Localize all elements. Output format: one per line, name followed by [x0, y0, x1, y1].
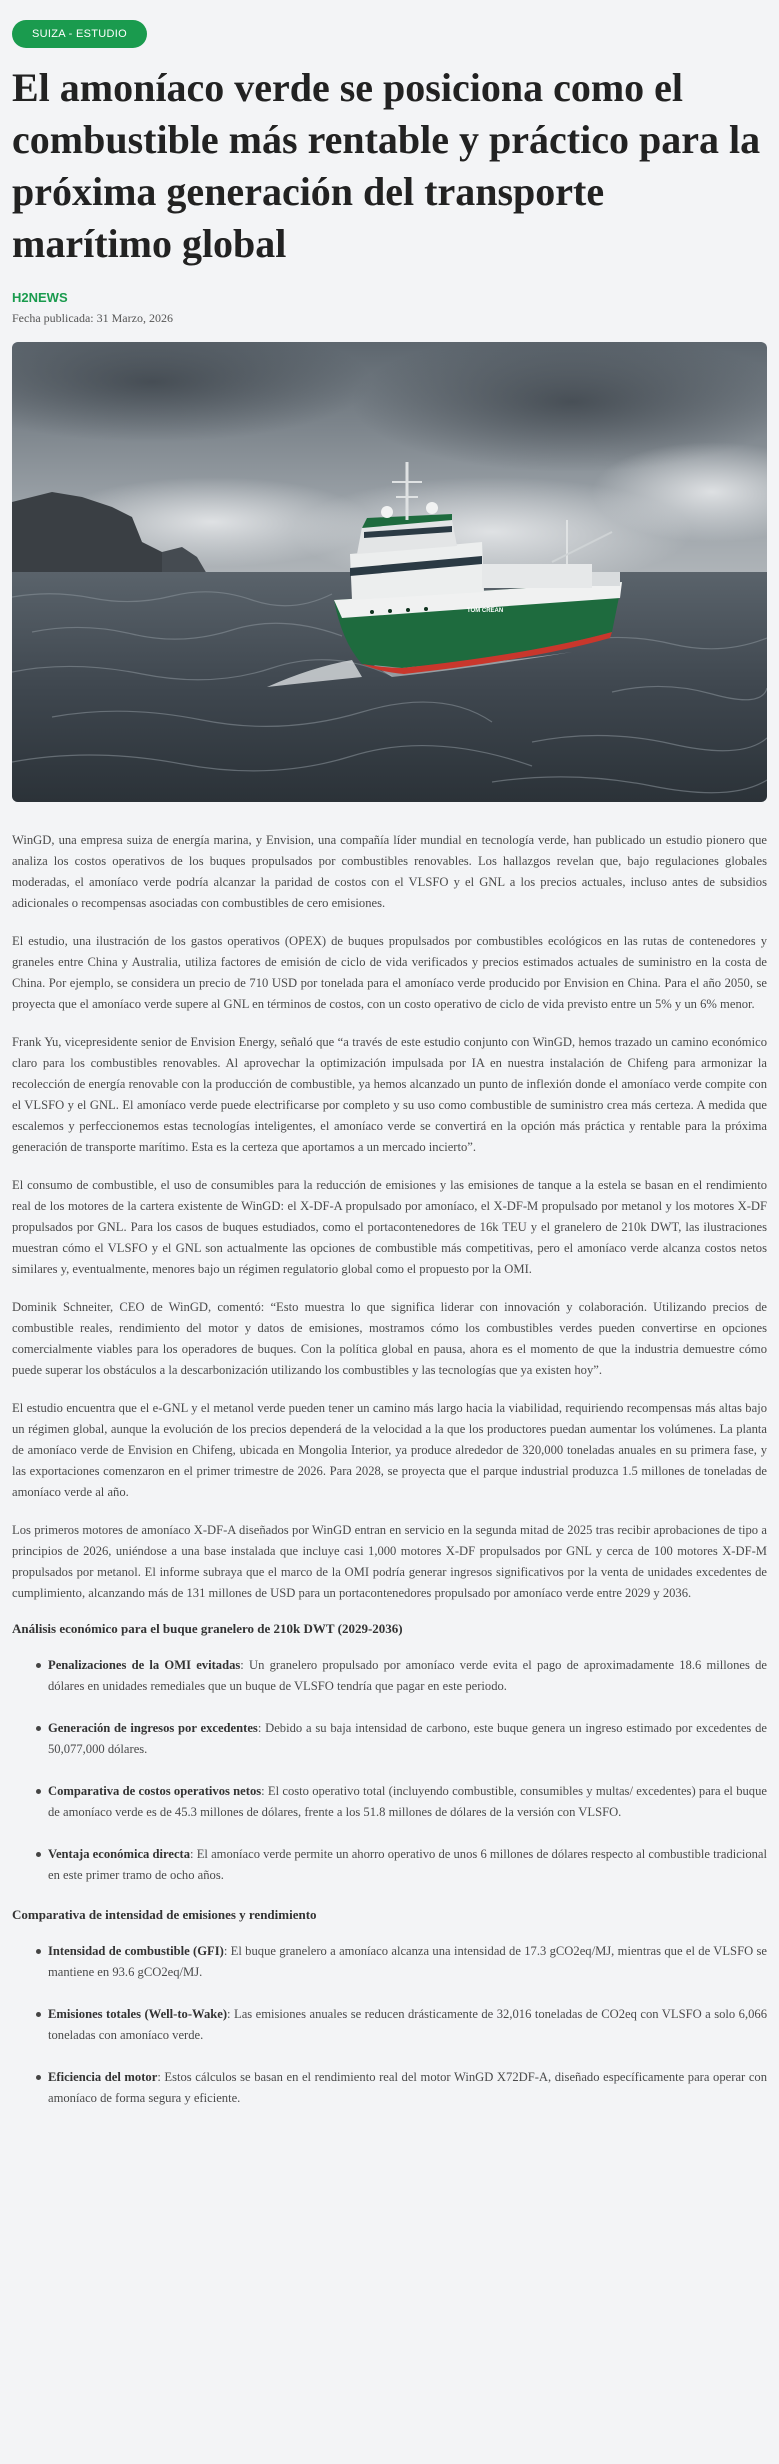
article-body: [12, 830, 767, 2109]
list-item: [36, 1655, 767, 1697]
list-item-text: : Debido a su baja intensidad de carbono, este buque genera un ingreso estimado por excedentes de 50,077,000 dólares.: [48, 1721, 767, 1756]
ship-name-label: TOM CREAN: [467, 608, 504, 614]
paragraph: El consumo de combustible, el uso de consumibles para la reducción de emisiones y las emisiones de tanque a la estela se basan en el rendimiento real de los motores de la cartera existente de WinGD: el X-DF-A propulsado por amoníaco, el X-DF-M propulsado por metanol y los motores X-DF propulsados por GNL. Para los casos de buques estudiados, como el portacontenedores de 16k TEU y el granelero de 210k DWT, las ilustraciones muestran cómo el VLSFO y el GNL son actualmente las opciones de combustible más competitivas, pero el amoníaco verde alcanza costos netos similares y, eventualmente, menores bajo un régimen regulatorio global como el propuesto por la OMI.: [12, 1178, 767, 1276]
list-item-term: Penalizaciones de la OMI evitadas: [48, 1658, 241, 1672]
list-item: [36, 1781, 767, 1823]
paragraph: WinGD, una empresa suiza de energía marina, y Envision, una compañía líder mundial en tecnología verde, han publicado un estudio pionero que analiza los costos operativos de los buques propulsados por combustibles renovables. Los hallazgos revelan que, bajo regulaciones globales moderadas, el amoníaco verde podría alcanzar la paridad de costos con el VLSFO y el GNL a los precios actuales, incluso antes de subsidios adicionales o recompensas asociadas con combustibles de cero emisiones.: [12, 833, 767, 910]
ship-illustration: [12, 342, 767, 802]
list-item-term: Generación de ingresos por excedentes: [48, 1721, 258, 1735]
paragraph: Los primeros motores de amoníaco X-DF-A diseñados por WinGD entran en servicio en la segunda mitad de 2025 tras recibir aprobaciones de tipo a principios de 2026, uniéndose a una base instalada que incluye casi 1,000 motores X-DF propulsados por GNL y cerca de 100 motores X-DF-M propulsados por metanol. El informe subraya que el marco de la OMI podría generar ingresos significativos por la venta de unidades excedentes de cumplimiento, alcanzando más de 131 millones de USD para un portacontenedores propulsado por amoníaco verde entre 2029 y 2036.: [12, 1523, 767, 1600]
list-item-term: Ventaja económica directa: [48, 1847, 191, 1861]
list-item-text: : El buque granelero a amoníaco alcanza una intensidad de 17.3 gCO2eq/MJ, mientras que el de VLSFO se mantiene en 93.6 gCO2eq/MJ.: [48, 1944, 767, 1979]
list-item-text: : Estos cálculos se basan en el rendimiento real del motor WinGD X72DF-A, diseñado específicamente para operar con amoníaco de forma segura y eficiente.: [48, 2070, 767, 2105]
list-item-text: : Las emisiones anuales se reducen drásticamente de 32,016 toneladas de CO2eq con VLSFO a solo 6,066 toneladas con amoníaco verde.: [48, 2007, 767, 2042]
category-tag[interactable]: SUIZA - ESTUDIO: [12, 20, 147, 48]
list-item: [36, 1718, 767, 1760]
list-item: [36, 1844, 767, 1886]
list-item-text: : El amoníaco verde permite un ahorro operativo de unos 6 millones de dólares respecto al combustible tradicional en este primer tramo de ocho años.: [48, 1847, 768, 1882]
paragraph: El estudio, una ilustración de los gastos operativos (OPEX) de buques propulsados por combustibles ecológicos en las rutas de contenedores y graneles entre China y Australia, utiliza factores de emisión de ciclo de vida verificados y precios estimados actuales de suministro en la costa de China. Por ejemplo, se considera un precio de 710 USD por tonelada para el amoníaco verde producido por Envision en China. Para el año 2050, se proyecta que el amoníaco verde supere al GNL en términos de costos, con un costo operativo de ciclo de vida previsto entre un 5% y un 6% menor.: [12, 934, 767, 1011]
list-item-term: Eficiencia del motor: [48, 2070, 158, 2084]
list-item-term: Comparativa de costos operativos netos: [48, 1784, 262, 1798]
list-item: [36, 2067, 767, 2109]
list-item-text: : Un granelero propulsado por amoníaco verde evita el pago de aproximadamente 18.6 millones de dólares en unidades remediales que un buque de VLSFO tendría que pagar en este periodo.: [48, 1658, 767, 1693]
source-label[interactable]: H2NEWS: [12, 290, 68, 305]
section-heading: Comparativa de intensidad de emisiones y rendimiento: [12, 1907, 317, 1922]
list-item: [36, 2004, 767, 2046]
article-title: El amoníaco verde se posiciona como el combustible más rentable y práctico para la próxima generación del transporte marítimo global: [12, 65, 761, 266]
list-item-term: Intensidad de combustible (GFI): [48, 1944, 224, 1958]
paragraph: Dominik Schneiter, CEO de WinGD, comentó: “Esto muestra lo que significa liderar con innovación y colaboración. Utilizando precios de combustible reales, rendimiento del motor y datos de emisiones, mostramos cómo los combustibles verdes pueden convertirse en opciones comercialmente viables para los operadores de buques. Con la política global en pausa, ahora es el momento de que la industria demuestre cómo puede superar los obstáculos a la descarbonización utilizando los combustibles y las tecnologías que ya existen hoy”.: [12, 1300, 767, 1377]
list-item-text: : El costo operativo total (incluyendo combustible, consumibles y multas/ excedentes) para el buque de amoníaco verde es de 45.3 millones de dólares, frente a los 51.8 millones de dólares de la versión con VLSFO.: [48, 1784, 767, 1819]
bullet-list: [12, 1941, 767, 2109]
list-item: [36, 1941, 767, 1983]
section-heading: Análisis económico para el buque granelero de 210k DWT (2029-2036): [12, 1621, 403, 1636]
publish-date: Fecha publicada: 31 Marzo, 2026: [12, 311, 173, 325]
paragraph: Frank Yu, vicepresidente senior de Envision Energy, señaló que “a través de este estudio conjunto con WinGD, hemos trazado un camino económico claro para los combustibles renovables. Al aprovechar la optimización impulsada por IA en nuestra instalación de Chifeng para armonizar la recolección de energía renovable con la producción de combustible, ya hemos alcanzado un punto de inflexión donde el amoníaco verde compite con el VLSFO y el GNL. El amoníaco verde puede electrificarse por completo y su uso como combustible de suministro crea más certeza. A medida que escalemos y perfeccionemos estas tecnologías inteligentes, el amoníaco verde se convertirá en la opción más práctica y rentable para la próxima generación de transporte marítimo. Esta es la certeza que aportamos a un mercado incierto”.: [12, 1035, 767, 1154]
hero-image: [12, 342, 767, 802]
list-item-term: Emisiones totales (Well-to-Wake): [48, 2007, 228, 2021]
paragraph: El estudio encuentra que el e-GNL y el metanol verde pueden tener un camino más largo hacia la viabilidad, requiriendo recompensas más altas bajo un régimen global, aunque la evolución de los precios dependerá de la velocidad a la que los productores puedan aumentar los volúmenes. La planta de amoníaco verde de Envision en Chifeng, ubicada en Mongolia Interior, ya produce alrededor de 320,000 toneladas anuales en su primera fase, y las exportaciones comenzaron en el primer trimestre de 2026. Para 2028, se proyecta que el parque industrial produzca 1.5 millones de toneladas de amoníaco verde al año.: [12, 1401, 767, 1499]
bullet-list: [12, 1655, 767, 1886]
